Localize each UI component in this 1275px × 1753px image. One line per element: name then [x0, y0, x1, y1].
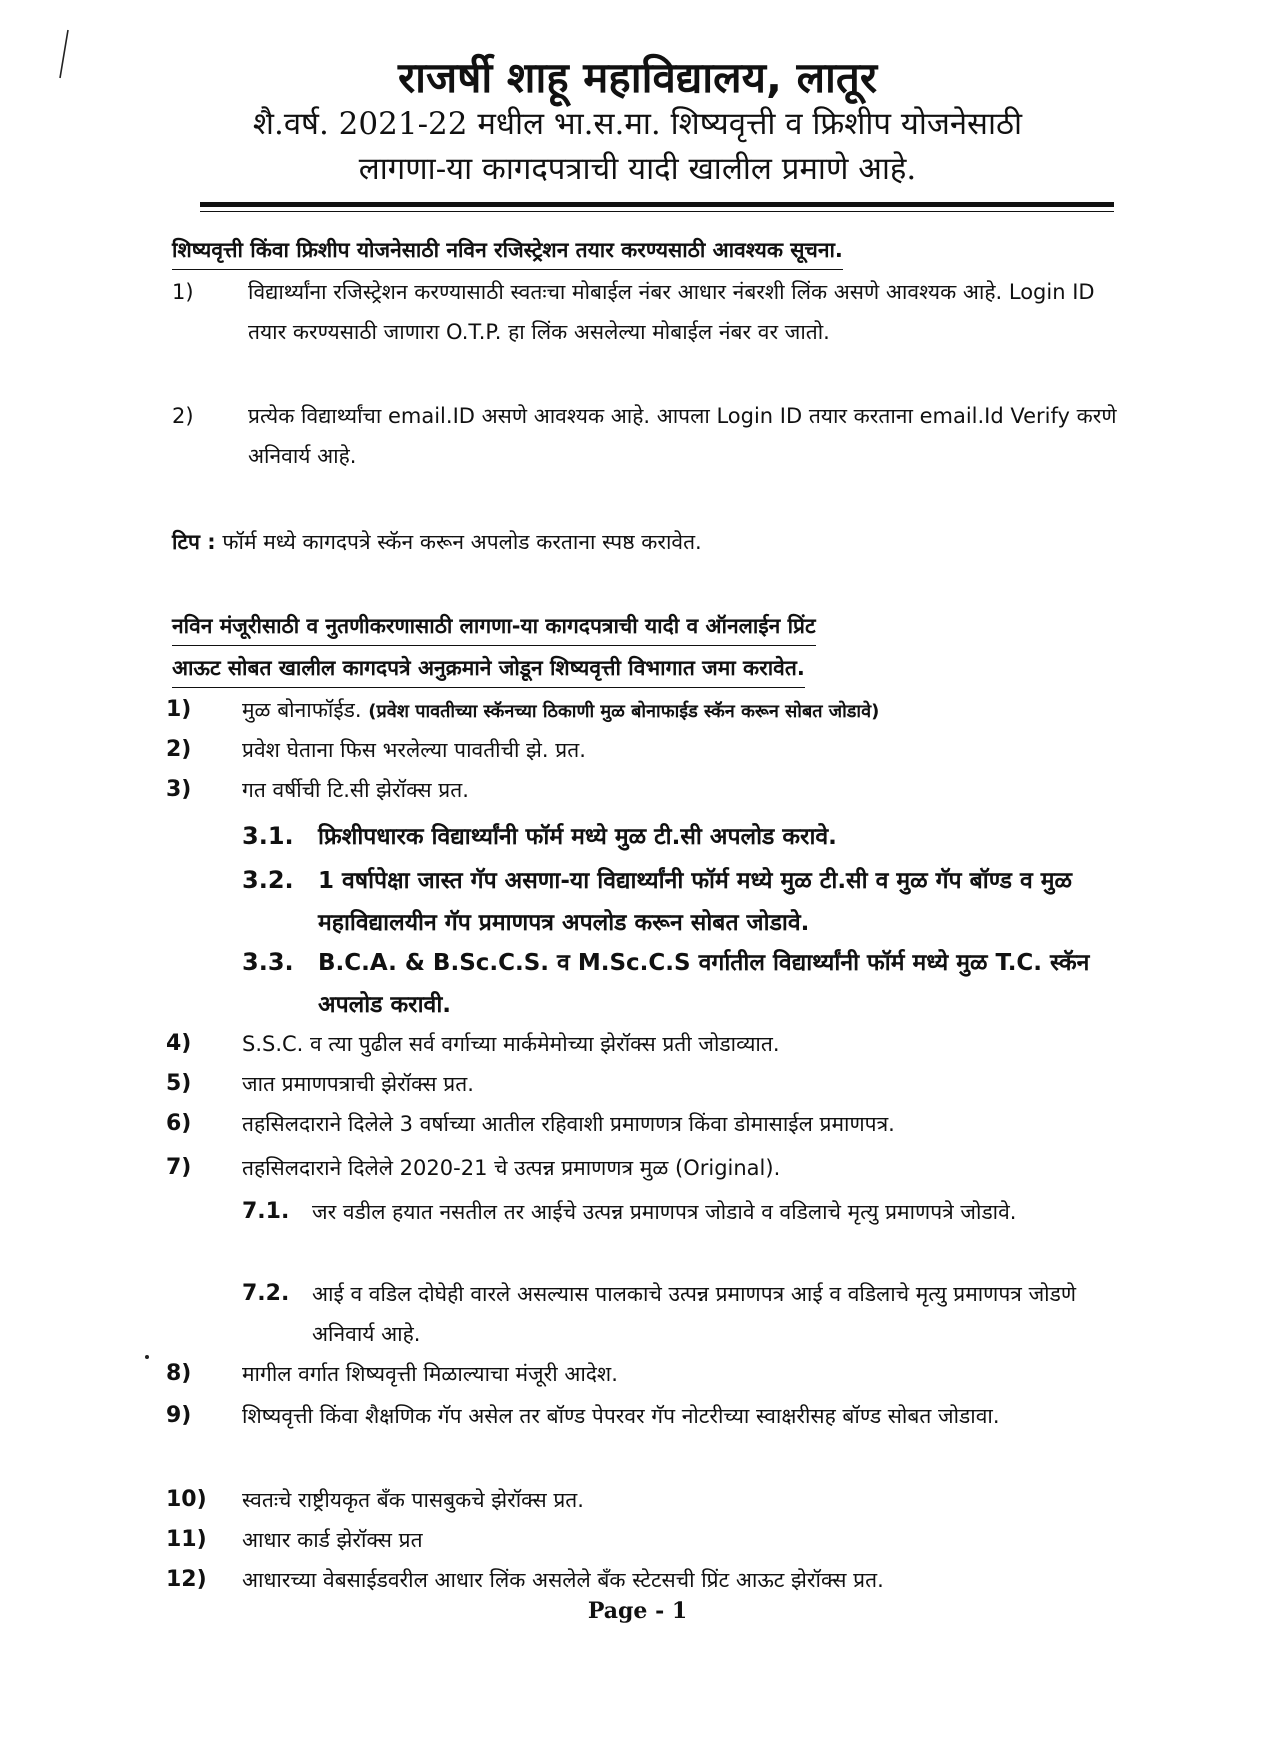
- item-text: विद्यार्थ्यांना रजिस्ट्रेशन करण्यासाठी स्वतःचा मोबाईल नंबर आधार नंबरशी लिंक असणे आवश्यक आहे. Login ID तयार करण्यसाठी जाणारा O.T.P. हा लिंक असलेल्या मोबाईल नंबर वर जातो.: [248, 280, 1095, 344]
- item-number: 5): [166, 1071, 192, 1096]
- subtitle-line-1: शै.वर्ष. 2021-22 मधील भा.स.मा. शिष्यवृत्ती व फ्रिशीप योजनेसाठी: [252, 106, 1023, 142]
- item-text: मुळ बोनाफॉईड.: [242, 698, 369, 722]
- item-text: जर वडील हयात नसतील तर आईचे उत्पन्न प्रमाणपत्र जोडावे व वडिलाचे मृत्यु प्रमाणपत्रे जोडावे.: [312, 1200, 1017, 1224]
- header-divider-thin: [200, 211, 1114, 212]
- item-text: स्वतःचे राष्ट्रीयकृत बँक पासबुकचे झेरॉक्स प्रत.: [242, 1488, 584, 1512]
- item-text: गत वर्षीची टि.सी झेरॉक्स प्रत.: [242, 778, 469, 802]
- header-divider-thick: [200, 202, 1114, 207]
- item-text: प्रत्येक विद्यार्थ्यांचा email.ID असणे आवश्यक आहे. आपला Login ID तयार करताना email.Id Verify करणे अनिवार्य आहे.: [248, 404, 1117, 468]
- tip-text: फॉर्म मध्ये कागदपत्रे स्कॅन करून अपलोड करताना स्पष्ठ करावेत.: [215, 530, 702, 554]
- item-text: प्रवेश घेताना फिस भरलेल्या पावतीची झे. प्रत.: [242, 738, 586, 762]
- item-text: मागील वर्गात शिष्यवृत्ती मिळाल्याचा मंजूरी आदेश.: [242, 1362, 618, 1386]
- documents-heading-line-1: नविन मंजूरीसाठी व नुतणीकरणासाठी लागणा-या कागदपत्राची यादी व ऑनलाईन प्रिंट: [172, 608, 816, 646]
- item-text: शिष्यवृत्ती किंवा शैक्षणिक गॅप असेल तर बॉण्ड पेपरवर गॅप नोटरीच्या स्वाक्षरीसह बॉण्ड सोबत जोडावा.: [242, 1404, 1000, 1428]
- item-text: B.C.A. & B.Sc.C.S. व M.Sc.C.S वर्गातील विद्यार्थ्यांनी फॉर्म मध्ये मुळ T.C. स्कॅन अपलोड करावी.: [318, 950, 1090, 1018]
- item-number: 4): [166, 1031, 192, 1056]
- document-subtitle: [0, 102, 1275, 192]
- item-number: 10): [166, 1487, 207, 1512]
- item-number: 11): [166, 1527, 207, 1552]
- item-number: 7.1.: [242, 1199, 290, 1224]
- item-number: 7.2.: [242, 1281, 290, 1306]
- tip-note: [172, 522, 702, 562]
- registration-instructions-heading: शिष्यवृत्ती किंवा फ्रिशीप योजनेसाठी नविन रजिस्ट्रेशन तयार करण्यसाठी आवश्यक सूचना.: [172, 232, 843, 270]
- college-title: राजर्षी शाहू महाविद्यालय, लातूर: [397, 53, 878, 102]
- item-text: आधार कार्ड झेरॉक्स प्रत: [242, 1528, 423, 1552]
- item-number: 9): [166, 1403, 192, 1428]
- item-text: S.S.C. व त्या पुढील सर्व वर्गाच्या मार्कमेमोच्या झेरॉक्स प्रती जोडाव्यात.: [242, 1032, 780, 1056]
- item-text: आई व वडिल दोघेही वारले असल्यास पालकाचे उत्पन्न प्रमाणपत्र आई व वडिलाचे मृत्यु प्रमाणपत्र जोडणे अनिवार्य आहे.: [312, 1282, 1077, 1346]
- item-note: (प्रवेश पावतीच्या स्कॅनच्या ठिकाणी मुळ बोनाफाईड स्कॅन करून सोबत जोडावे): [368, 701, 880, 722]
- tip-label: टिप :: [172, 530, 216, 554]
- item-number: 8): [166, 1361, 192, 1386]
- item-text: आधारच्या वेबसाईडवरील आधार लिंक असलेले बँक स्टेटसची प्रिंट आऊट झेरॉक्स प्रत.: [242, 1568, 884, 1592]
- scan-speck: [145, 1355, 149, 1359]
- item-number: 6): [166, 1111, 192, 1136]
- item-number: 3.2.: [242, 866, 294, 894]
- item-number: 2): [166, 737, 192, 762]
- item-number: 3): [166, 777, 192, 802]
- item-number: 1): [166, 697, 192, 722]
- item-text: फ्रिशीपधारक विद्यार्थ्यांनी फॉर्म मध्ये मुळ टी.सी अपलोड करावे.: [318, 824, 837, 850]
- item-number: 12): [166, 1567, 207, 1592]
- item-text: तहसिलदाराने दिलेले 2020-21 चे उत्पन्न प्रमाणणत्र मुळ (Original).: [242, 1156, 781, 1180]
- documents-heading-line-2: आऊट सोबत खालील कागदपत्रे अनुक्रमाने जोडून शिष्यवृत्ती विभागात जमा करावेत.: [172, 650, 805, 688]
- page-number: Page - 1: [587, 1598, 688, 1624]
- item-number: 3.1.: [242, 822, 294, 850]
- item-number: 7): [166, 1155, 192, 1180]
- item-text: जात प्रमाणपत्राची झेरॉक्स प्रत.: [242, 1072, 474, 1096]
- item-number: 2): [172, 404, 194, 428]
- subtitle-line-2: लागणा-या कागदपत्राची यादी खालील प्रमाणे आहे.: [358, 151, 917, 187]
- item-text: 1 वर्षापेक्षा जास्त गॅप असणा-या विद्यार्थ्यांनी फॉर्म मध्ये मुळ टी.सी व मुळ गॅप बॉण्ड व मुळ महाविद्यालयीन गॅप प्रमाणपत्र अपलोड करून सोबत जोडावे.: [318, 868, 1072, 936]
- item-text: तहसिलदाराने दिलेले 3 वर्षाच्या आतील रहिवाशी प्रमाणणत्र किंवा डोमासाईल प्रमाणपत्र.: [242, 1112, 895, 1136]
- item-number: 1): [172, 280, 194, 304]
- item-number: 3.3.: [242, 948, 294, 976]
